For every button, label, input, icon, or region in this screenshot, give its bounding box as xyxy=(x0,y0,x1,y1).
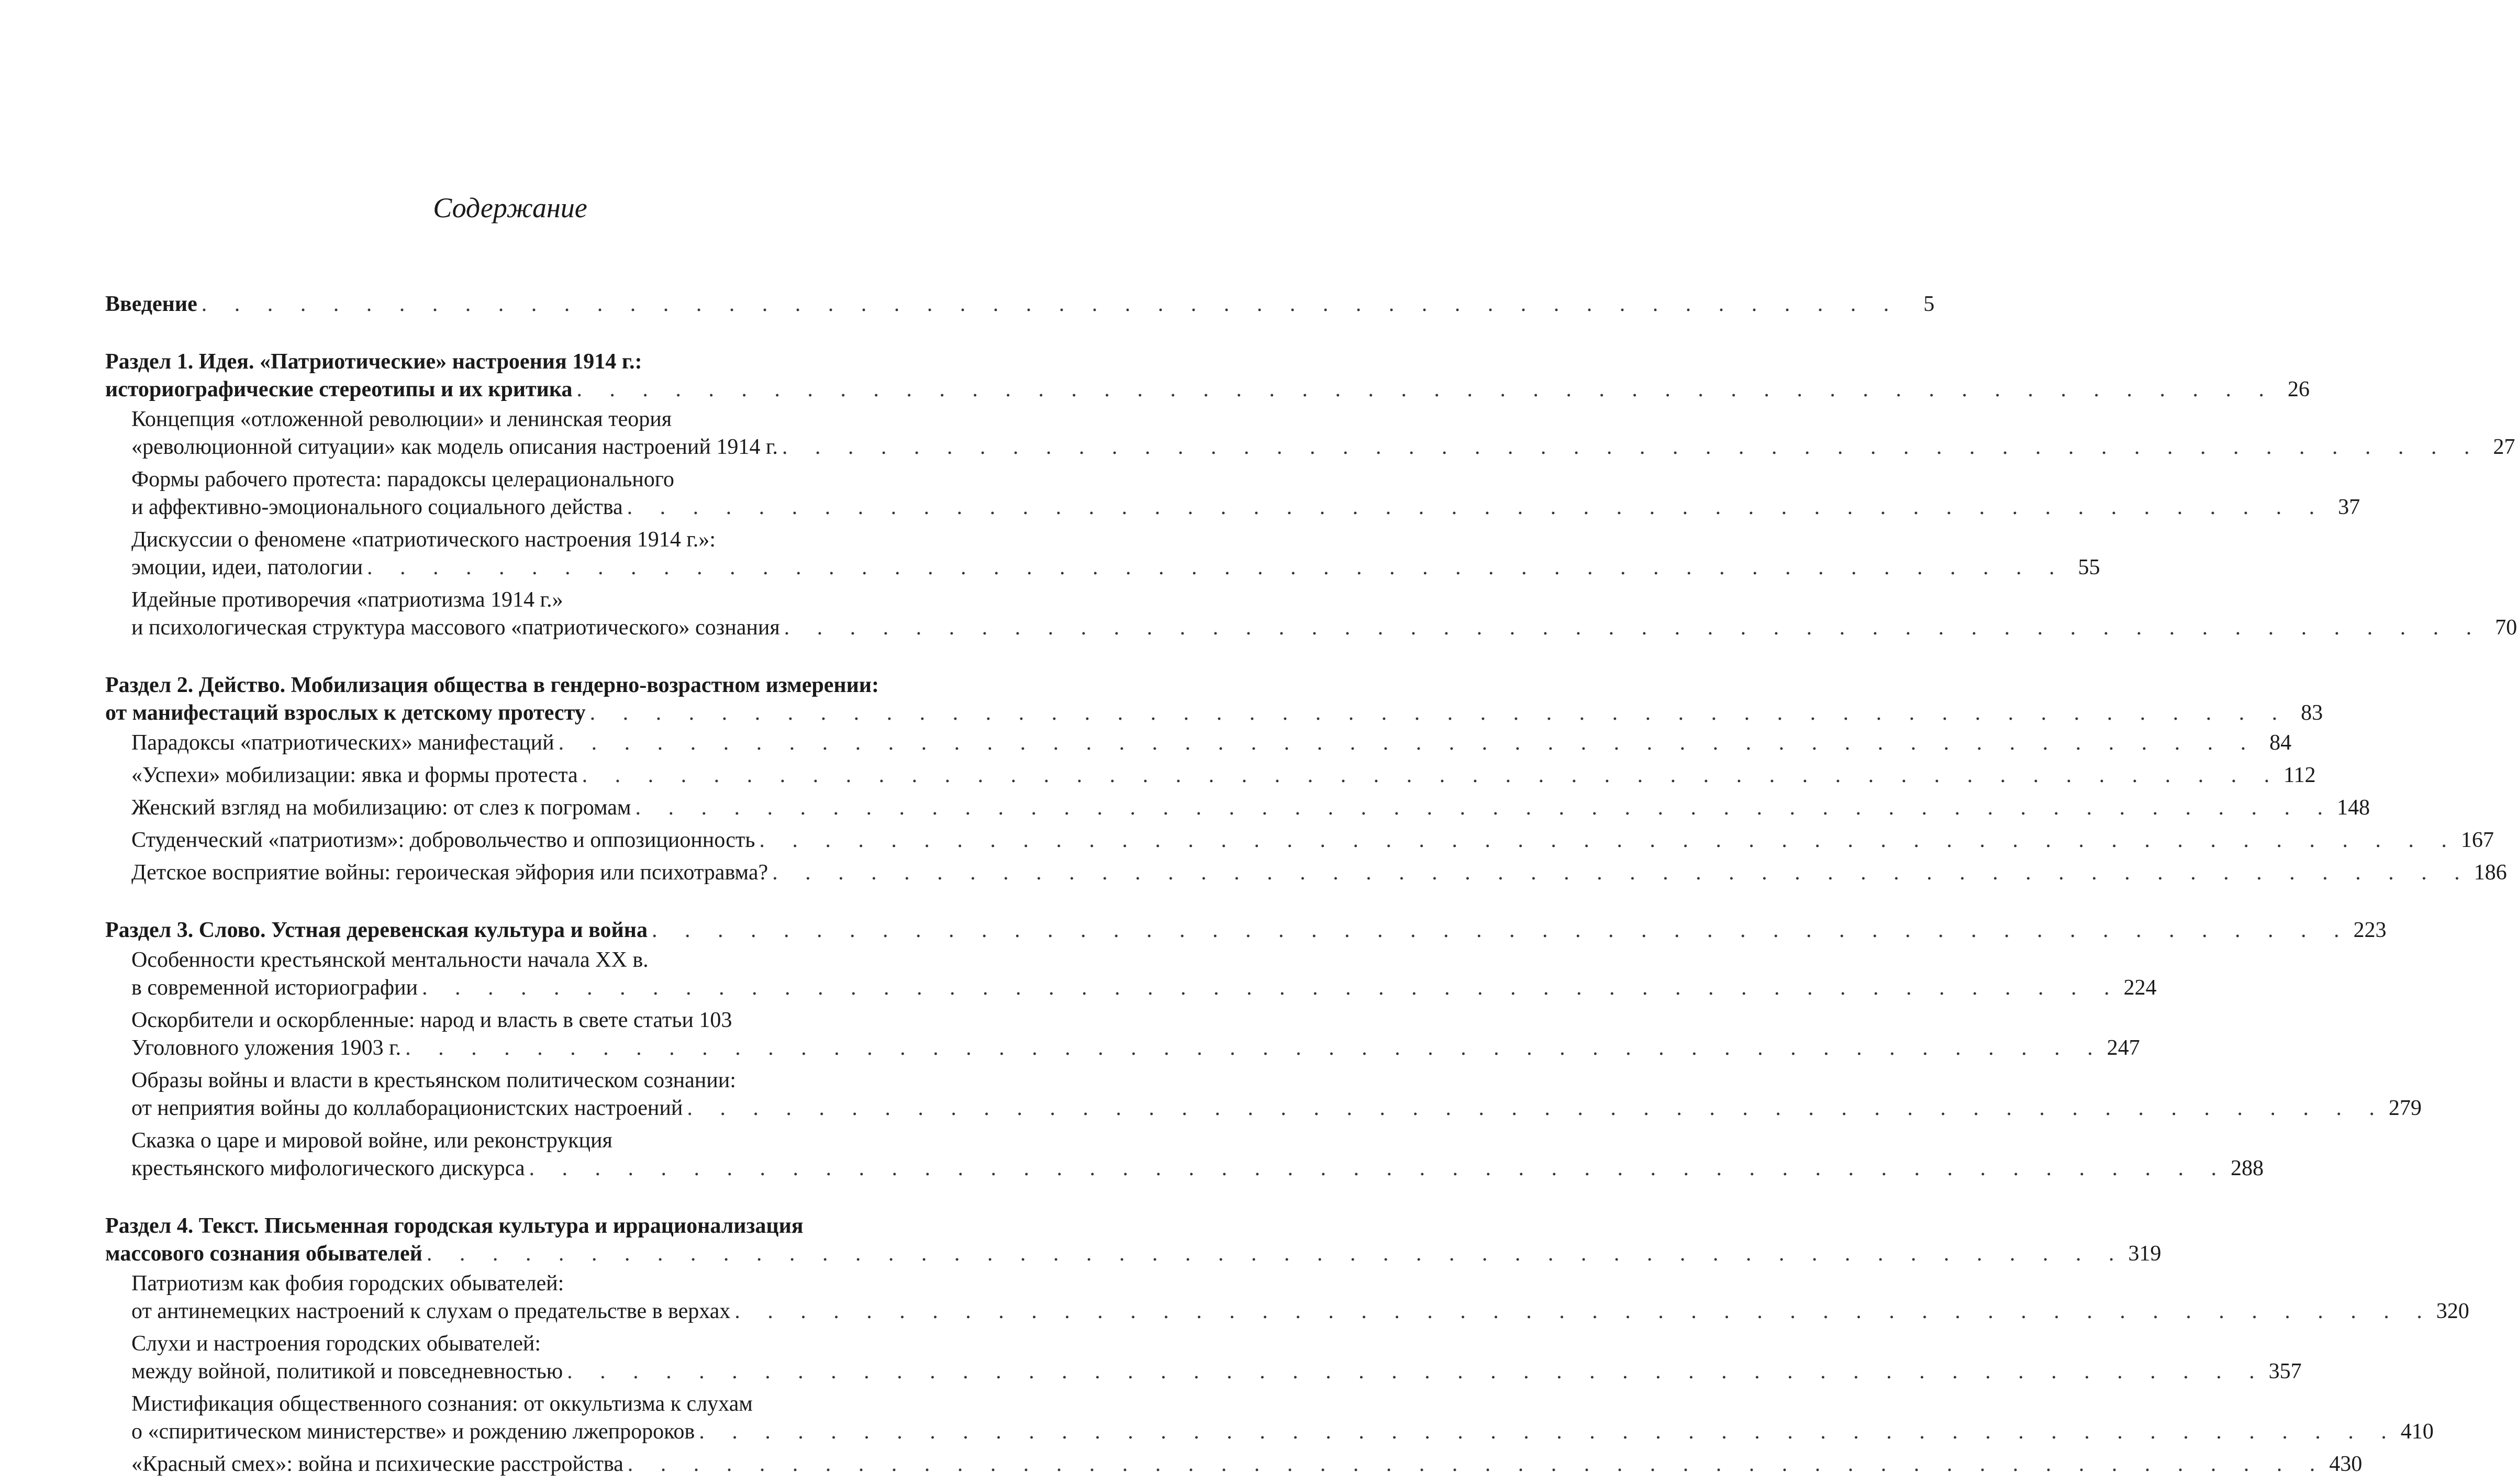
toc-entry-title-line: Раздел 3. Слово. Устная деревенская культура и война xyxy=(105,918,648,942)
page-number: 319 xyxy=(2128,1242,2162,1266)
page-title: Содержание xyxy=(433,192,587,224)
toc-entry-last-line xyxy=(131,762,2316,789)
dot-leader: . . . . . . . . . . . . . . . . . . . . . . . . . . . . . . . . . . . . . . . . . . . . . . . . . . . . xyxy=(576,377,2275,401)
page-number: 430 xyxy=(2329,1452,2363,1476)
dot-leader: . . . . . . . . . . . . . . . . . . . . . . . . . . . . . . . . . . . . . . . . . . . . . . . . . . . . xyxy=(405,1036,2104,1060)
page-number: 83 xyxy=(2301,701,2323,725)
page-number: 112 xyxy=(2284,763,2316,787)
page-number: 167 xyxy=(2460,828,2494,852)
toc-entry-last-line xyxy=(131,1298,2469,1325)
toc-entry-title-line: от манифестаций взрослых к детскому протесту xyxy=(105,701,586,725)
toc-section-entry xyxy=(105,672,2323,727)
dot-leader: . . . . . . . . . . . . . . . . . . . . . . . . . . . . . . . . . . . . . . . . . . . . . . . . . . . . xyxy=(582,763,2281,787)
toc-entry-title-line: Раздел 4. Текст. Письменная городская культура и иррационализация xyxy=(105,1214,804,1238)
toc-entry-last-line xyxy=(131,859,2507,887)
toc-chapter-entry xyxy=(105,946,2157,1002)
page-number: 320 xyxy=(2436,1299,2469,1323)
page-number: 224 xyxy=(2123,976,2157,1000)
dot-leader: . . . . . . . . . . . . . . . . . . . . . . . . . . . . . . . . . . . . . . . . . . . . . . . . . . . . xyxy=(558,731,2257,755)
dot-leader: . . . . . . . . . . . . . . . . . . . . . . . . . . . . . . . . . . . . . . . . . . . . . . . . . . . . xyxy=(651,918,2351,942)
toc-entry-last-line xyxy=(105,291,1935,318)
dot-leader: . . . . . . . . . . . . . . . . . . . . . . . . . . . . . . . . . . . . . . . . . . . . . . . . . . . . xyxy=(529,1156,2228,1180)
toc-chapter-entry xyxy=(105,762,2316,789)
page-number: 148 xyxy=(2336,796,2370,820)
toc-entry-last-line xyxy=(131,554,2100,582)
toc-entry-title-line: Мистификация общественного сознания: от оккультизма к слухам xyxy=(131,1392,753,1416)
toc-section-entry xyxy=(105,917,2387,944)
dot-leader: . . . . . . . . . . . . . . . . . . . . . . . . . . . . . . . . . . . . . . . . . . . . . . . . . . . . xyxy=(201,292,1900,316)
toc-entry-title-line: историографические стереотипы и их критика xyxy=(105,377,573,401)
toc-entry-last-line xyxy=(131,1358,2302,1386)
toc-chapter-entry xyxy=(105,1330,2302,1386)
toc-entry-title-line: Особенности крестьянской ментальности начала XX в. xyxy=(131,948,649,972)
toc-entry-last-line xyxy=(131,494,2360,521)
toc-entry-last-line xyxy=(131,1034,2140,1062)
toc-chapter-entry xyxy=(105,406,2515,461)
toc-entry-last-line xyxy=(131,1095,2422,1122)
dot-leader: . . . . . . . . . . . . . . . . . . . . . . . . . . . . . . . . . . . . . . . . . . . . . . . . . . . . xyxy=(772,861,2471,885)
toc-entry-title-line: и психологическая структура массового «патриотического» сознания xyxy=(131,616,780,640)
page-number: 279 xyxy=(2388,1096,2422,1120)
toc-chapter-entry xyxy=(105,1007,2140,1062)
page-number: 70 xyxy=(2495,616,2517,640)
page-number: 27 xyxy=(2493,435,2515,459)
toc-entry-title-line: «революционной ситуации» как модель описания настроений 1914 г. xyxy=(131,435,778,459)
table-of-contents xyxy=(105,291,2517,1478)
toc-entry-title-line: в современной историографии xyxy=(131,976,418,1000)
toc-entry-title-line: Раздел 1. Идея. «Патриотические» настроения 1914 г.: xyxy=(105,350,642,374)
toc-entry-title-line: Слухи и настроения городских обывателей: xyxy=(131,1332,541,1356)
toc-entry-title-line: о «спиритическом министерстве» и рождению лжепророков xyxy=(131,1420,695,1444)
toc-chapter-entry xyxy=(105,827,2494,854)
toc-entry-last-line xyxy=(105,917,2387,944)
toc-entry-last-line xyxy=(131,827,2494,854)
toc-entry-title-line: Детское восприятие войны: героическая эйфория или психотравма? xyxy=(131,861,769,885)
toc-entry-title-line: и аффективно-эмоционального социального действа xyxy=(131,495,623,519)
dot-leader: . . . . . . . . . . . . . . . . . . . . . . . . . . . . . . . . . . . . . . . . . . . . . . . . . . . . xyxy=(759,828,2458,852)
toc-entry-last-line xyxy=(131,614,2517,642)
toc-entry-last-line xyxy=(131,1418,2434,1446)
dot-leader: . . . . . . . . . . . . . . . . . . . . . . . . . . . . . . . . . . . . . . . . . . . . . . . . . . . . xyxy=(734,1299,2433,1323)
page-number: 247 xyxy=(2107,1036,2140,1060)
page-number: 5 xyxy=(1923,292,1935,316)
toc-entry-title-line: Уголовного уложения 1903 г. xyxy=(131,1036,402,1060)
toc-entry-title-line: Парадоксы «патриотических» манифестаций xyxy=(131,731,554,755)
toc-entry-title-line: Женский взгляд на мобилизацию: от слез к погромам xyxy=(131,796,631,820)
dot-leader: . . . . . . . . . . . . . . . . . . . . . . . . . . . . . . . . . . . . . . . . . . . . . . . . . . . . xyxy=(367,555,2066,579)
toc-chapter-entry xyxy=(105,586,2517,642)
toc-section-entry xyxy=(105,348,2310,404)
dot-leader: . . . . . . . . . . . . . . . . . . . . . . . . . . . . . . . . . . . . . . . . . . . . . . . . . . . . xyxy=(422,976,2121,1000)
toc-entry-title-line: эмоции, идеи, патологии xyxy=(131,555,363,579)
dot-leader: . . . . . . . . . . . . . . . . . . . . . . . . . . . . . . . . . . . . . . . . . . . . . . . . . . . . xyxy=(627,1452,2326,1476)
page-number: 186 xyxy=(2474,861,2507,885)
toc-entry-title-line: Студенческий «патриотизм»: добровольчество и оппозиционность xyxy=(131,828,755,852)
toc-chapter-entry xyxy=(105,1270,2469,1325)
toc-chapter-entry xyxy=(105,1450,2363,1478)
toc-entry-title-line: крестьянского мифологического дискурса xyxy=(131,1156,525,1180)
toc-section-entry xyxy=(105,1212,2162,1268)
toc-entry-title-line: между войной, политикой и повседневностью xyxy=(131,1359,563,1383)
toc-entry-last-line xyxy=(131,433,2515,461)
dot-leader: . . . . . . . . . . . . . . . . . . . . . . . . . . . . . . . . . . . . . . . . . . . . . . . . . . . . xyxy=(687,1096,2386,1120)
toc-chapter-entry xyxy=(105,729,2292,757)
page-number: 55 xyxy=(2078,555,2100,579)
toc-section-entry xyxy=(105,291,1935,318)
toc-entry-title-line: Раздел 2. Действо. Мобилизация общества в гендерно-возрастном измерении: xyxy=(105,673,879,697)
toc-entry-title-line: Сказка о царе и мировой войне, или реконструкция xyxy=(131,1129,612,1153)
page-number: 37 xyxy=(2338,495,2360,519)
dot-leader: . . . . . . . . . . . . . . . . . . . . . . . . . . . . . . . . . . . . . . . . . . . . . . . . . . . . xyxy=(635,796,2334,820)
toc-entry-title-line: Концепция «отложенной революции» и ленинская теория xyxy=(131,407,672,431)
toc-chapter-entry xyxy=(105,859,2507,887)
toc-entry-last-line xyxy=(131,794,2370,822)
toc-entry-title-line: Дискуссии о феномене «патриотического настроения 1914 г.»: xyxy=(131,528,716,552)
toc-entry-last-line xyxy=(105,376,2310,404)
page-number: 288 xyxy=(2231,1156,2264,1180)
page-number: 357 xyxy=(2268,1359,2302,1383)
dot-leader: . . . . . . . . . . . . . . . . . . . . . . . . . . . . . . . . . . . . . . . . . . . . . . . . . . . . xyxy=(784,616,2483,640)
toc-entry-title-line: Патриотизм как фобия городских обывателей: xyxy=(131,1271,564,1296)
dot-leader: . . . . . . . . . . . . . . . . . . . . . . . . . . . . . . . . . . . . . . . . . . . . . . . . . . . . xyxy=(782,435,2481,459)
page-number: 26 xyxy=(2287,377,2310,401)
toc-chapter-entry xyxy=(105,1127,2264,1182)
dot-leader: . . . . . . . . . . . . . . . . . . . . . . . . . . . . . . . . . . . . . . . . . . . . . . . . . . . . xyxy=(589,701,2289,725)
toc-chapter-entry xyxy=(105,794,2370,822)
toc-entry-title-line: «Красный смех»: война и психические расстройства xyxy=(131,1452,623,1476)
dot-leader: . . . . . . . . . . . . . . . . . . . . . . . . . . . . . . . . . . . . . . . . . . . . . . . . . . . . xyxy=(699,1420,2398,1444)
toc-entry-title-line: от антинемецких настроений к слухам о предательстве в верхах xyxy=(131,1299,731,1323)
toc-entry-title-line: Введение xyxy=(105,292,197,316)
page-number: 223 xyxy=(2353,918,2387,942)
dot-leader: . . . . . . . . . . . . . . . . . . . . . . . . . . . . . . . . . . . . . . . . . . . . . . . . . . . . xyxy=(426,1242,2125,1266)
toc-entry-last-line xyxy=(105,1240,2162,1268)
page-number: 410 xyxy=(2400,1420,2434,1444)
toc-entry-last-line xyxy=(131,1155,2264,1182)
page-number: 84 xyxy=(2269,731,2292,755)
toc-entry-title-line: массового сознания обывателей xyxy=(105,1242,422,1266)
dot-leader: . . . . . . . . . . . . . . . . . . . . . . . . . . . . . . . . . . . . . . . . . . . . . . . . . . . . xyxy=(567,1359,2266,1383)
toc-entry-last-line xyxy=(131,729,2292,757)
toc-chapter-entry xyxy=(105,1390,2434,1446)
toc-chapter-entry xyxy=(105,526,2100,582)
toc-entry-title-line: Оскорбители и оскорбленные: народ и власть в свете статьи 103 xyxy=(131,1008,732,1032)
toc-chapter-entry xyxy=(105,1067,2422,1122)
toc-entry-title-line: «Успехи» мобилизации: явка и формы протеста xyxy=(131,763,578,787)
toc-chapter-entry xyxy=(105,466,2360,521)
dot-leader: . . . . . . . . . . . . . . . . . . . . . . . . . . . . . . . . . . . . . . . . . . . . . . . . . . . . xyxy=(627,495,2326,519)
toc-entry-title-line: от неприятия войны до коллаборационистских настроений xyxy=(131,1096,683,1120)
toc-entry-title-line: Идейные противоречия «патриотизма 1914 г.» xyxy=(131,588,563,612)
toc-entry-title-line: Формы рабочего протеста: парадоксы целерационального xyxy=(131,467,674,492)
toc-entry-last-line xyxy=(105,699,2323,727)
toc-entry-last-line xyxy=(131,974,2157,1002)
toc-entry-last-line xyxy=(131,1450,2363,1478)
toc-entry-title-line: Образы войны и власти в крестьянском политическом сознании: xyxy=(131,1068,736,1092)
